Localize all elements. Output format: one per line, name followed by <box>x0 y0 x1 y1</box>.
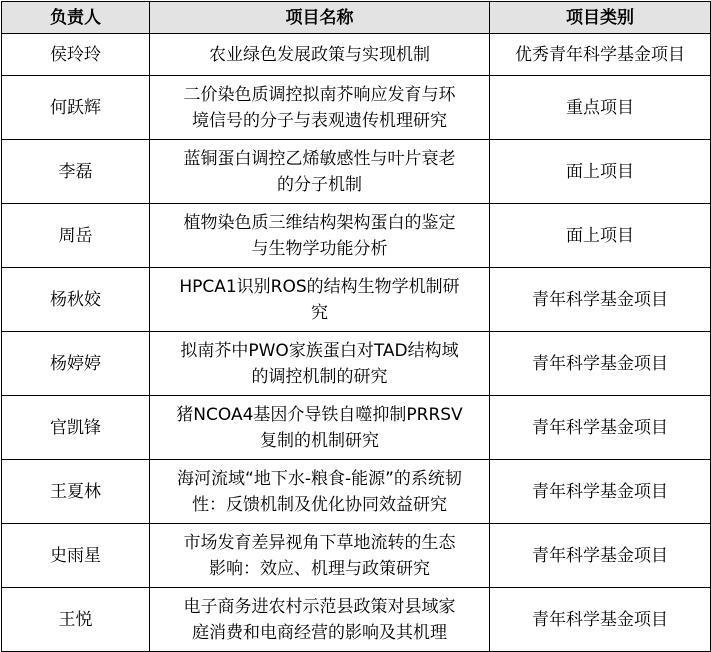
table-header <box>2 2 711 34</box>
cell-project-name <box>150 524 490 588</box>
projects-table <box>1 1 711 652</box>
cell-project-name <box>150 332 490 396</box>
cell-project-category: 青年科学基金项目 <box>490 332 711 396</box>
cell-project-name <box>150 204 490 268</box>
project-name-line: HPCA1识别ROS的结构生物学机制研 <box>179 276 460 297</box>
project-name-line: 庭消费和电商经营的影响及其机理 <box>192 622 447 643</box>
cell-project-name <box>150 268 490 332</box>
project-name-line: 农业绿色发展政策与实现机制 <box>209 44 430 65</box>
table-row <box>2 332 711 396</box>
project-name-line: 蓝铜蛋白调控乙烯敏感性与叶片衰老 <box>183 148 456 169</box>
cell-person: 史雨星 <box>2 524 150 588</box>
cell-person: 李磊 <box>2 140 150 204</box>
cell-project-category: 青年科学基金项目 <box>490 524 711 588</box>
table-row <box>2 34 711 76</box>
header-project-category: 项目类别 <box>490 2 711 34</box>
cell-person: 侯玲玲 <box>2 34 150 76</box>
cell-project-category: 优秀青年科学基金项目 <box>490 34 711 76</box>
project-name-line: 复制的机制研究 <box>260 430 379 451</box>
cell-project-name <box>150 396 490 460</box>
project-name-line: 影响：效应、机理与政策研究 <box>209 558 430 579</box>
table-row <box>2 524 711 588</box>
project-name-line: 境信号的分子与表观遗传机理研究 <box>192 110 447 131</box>
header-row <box>2 2 711 34</box>
cell-person: 何跃辉 <box>2 76 150 140</box>
project-name-line: 的调控机制的研究 <box>251 366 388 387</box>
header-project-name: 项目名称 <box>150 2 490 34</box>
table-row <box>2 460 711 524</box>
project-name-line: 究 <box>311 302 328 323</box>
table-row <box>2 588 711 652</box>
table-body <box>2 34 711 652</box>
project-name-line: 拟南芥中PWO家族蛋白对TAD结构域 <box>180 340 459 361</box>
table-row <box>2 396 711 460</box>
project-name-line: 植物染色质三维结构架构蛋白的鉴定 <box>183 212 456 233</box>
cell-project-name <box>150 140 490 204</box>
project-name-line: 二价染色质调控拟南芥响应发育与环 <box>183 84 456 105</box>
cell-person: 王夏林 <box>2 460 150 524</box>
project-name-line: 的分子机制 <box>277 174 362 195</box>
table-row <box>2 140 711 204</box>
cell-project-category: 面上项目 <box>490 204 711 268</box>
project-name-line: 海河流域“地下水-粮食-能源”的系统韧 <box>177 468 462 489</box>
project-name-line: 电子商务进农村示范县政策对县域家 <box>183 596 456 617</box>
header-person: 负责人 <box>2 2 150 34</box>
cell-project-category: 重点项目 <box>490 76 711 140</box>
cell-project-category: 青年科学基金项目 <box>490 396 711 460</box>
project-name-line: 性：反馈机制及优化协同效益研究 <box>192 494 447 515</box>
cell-project-category: 青年科学基金项目 <box>490 588 711 652</box>
table-row <box>2 76 711 140</box>
project-name-line: 市场发育差异视角下草地流转的生态 <box>183 532 456 553</box>
table-row <box>2 268 711 332</box>
cell-project-category: 面上项目 <box>490 140 711 204</box>
cell-person: 周岳 <box>2 204 150 268</box>
cell-person: 官凯锋 <box>2 396 150 460</box>
table-row <box>2 204 711 268</box>
cell-project-name <box>150 76 490 140</box>
cell-project-name <box>150 588 490 652</box>
cell-project-category: 青年科学基金项目 <box>490 460 711 524</box>
project-name-line: 与生物学功能分析 <box>251 238 388 259</box>
cell-person: 杨秋姣 <box>2 268 150 332</box>
cell-project-name <box>150 460 490 524</box>
cell-project-category: 青年科学基金项目 <box>490 268 711 332</box>
project-name-line: 猪NCOA4基因介导铁自噬抑制PRRSV <box>176 404 463 425</box>
cell-person: 杨婷婷 <box>2 332 150 396</box>
cell-person: 王悦 <box>2 588 150 652</box>
cell-project-name <box>150 34 490 76</box>
